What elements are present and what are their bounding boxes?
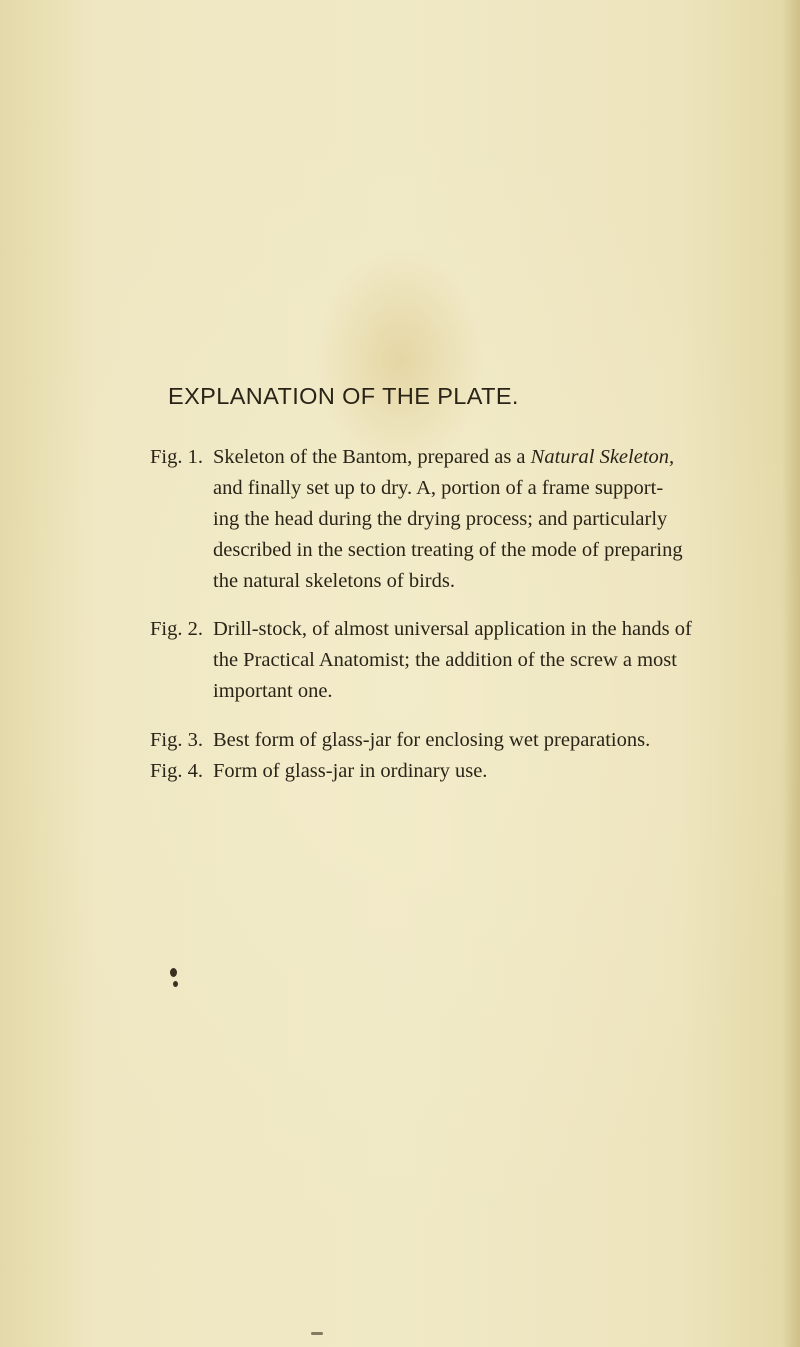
figure-label: Fig. 4. (150, 760, 203, 782)
figure-entry-4 (150, 756, 750, 787)
ink-speck (173, 981, 178, 987)
figure-description (213, 756, 753, 787)
description-line: Best form of glass-jar for enclosing wet preparations. (213, 729, 651, 751)
description-line: and finally set up to dry. A, portion of a frame support- (213, 477, 664, 499)
description-line: ing the head during the drying process; and particularly (213, 508, 668, 530)
plate-heading: EXPLANATION OF THE PLATE. (168, 383, 519, 409)
ink-speck (170, 968, 177, 977)
figure-description (213, 442, 753, 597)
description-line: the natural skeletons of birds. (213, 570, 455, 592)
figure-description (213, 725, 753, 756)
figure-label: Fig. 2. (150, 618, 203, 640)
figure-entry-2 (150, 614, 750, 707)
figure-label: Fig. 1. (150, 446, 203, 468)
description-line: important one. (213, 680, 333, 702)
figure-label: Fig. 3. (150, 729, 203, 751)
figure-description (213, 614, 753, 707)
page-edge-shadow (782, 0, 800, 1347)
italic-term: Natural Skeleton, (530, 446, 675, 468)
description-line: described in the section treating of the mode of preparing (213, 539, 683, 561)
description-line: Skeleton of the Bantom, prepared as a Natural Skeleton, (213, 446, 675, 468)
figure-entry-1 (150, 442, 750, 597)
description-line: Form of glass-jar in ordinary use. (213, 760, 488, 782)
description-line: the Practical Anatomist; the addition of the screw a most (213, 649, 677, 671)
ink-speck (311, 1332, 323, 1335)
figure-entry-3 (150, 725, 750, 756)
description-line: Drill-stock, of almost universal application in the hands of (213, 618, 692, 640)
